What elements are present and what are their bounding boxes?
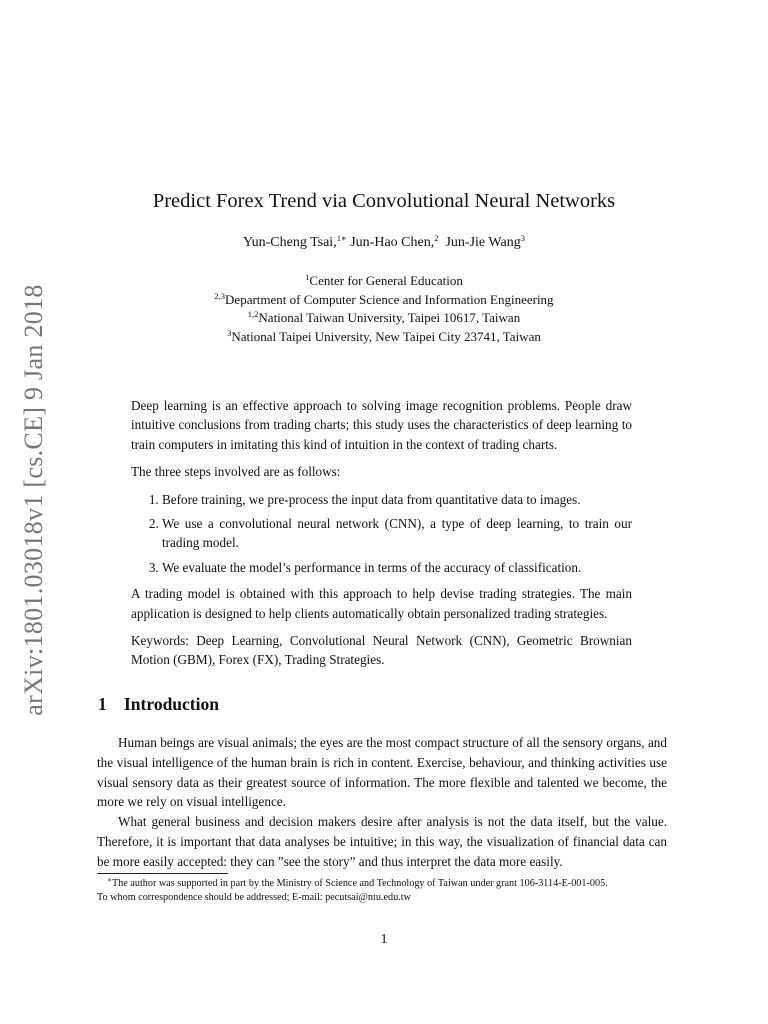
affiliation-text: Center for General Education [309, 273, 463, 288]
abstract-paragraph: The three steps involved are as follows: [131, 464, 341, 480]
author-mark: 2 [434, 233, 439, 243]
step-item: 3. We evaluate the model’s performance in terms of the accuracy of classification. [162, 558, 632, 577]
affiliation-line [0, 291, 768, 310]
author-list [0, 235, 768, 251]
section-number: 1 [98, 694, 107, 714]
affiliations [0, 272, 768, 346]
section-heading [98, 694, 219, 715]
affiliation-mark: 3 [227, 327, 232, 338]
footnote-text: The author was supported in part by the Ministry of Science and Technology of Taiwan under grant 106-3114-E-001-005. [111, 878, 608, 889]
footnote-line [97, 877, 677, 891]
step-item: 1. Before training, we pre-process the input data from quantitative data to images. [162, 490, 632, 509]
author-mark: 3 [520, 233, 525, 243]
body-text [97, 733, 667, 872]
steps-list [131, 490, 632, 578]
abstract-paragraph: A trading model is obtained with this approach to help devise trading strategies. The main application is designed to help clients automatically obtain personalized trading strategies. [131, 586, 632, 621]
author-name: Jun-Hao Chen, [350, 235, 435, 250]
section-title: Introduction [124, 694, 219, 714]
footnote-mark: ∗ [107, 876, 112, 884]
footnote-line: To whom correspondence should be addressed; E-mail: pecutsai@ntu.edu.tw [97, 891, 411, 903]
arxiv-stamp: arXiv:1801.03018v1 [cs.CE] 9 Jan 2018 [19, 284, 48, 716]
paper-title: Predict Forex Trend via Convolutional Neural Networks [152, 190, 616, 212]
affiliation-line [0, 328, 768, 347]
affiliation-line [0, 272, 768, 291]
author-mark: 1∗ [336, 233, 347, 243]
affiliation-mark: 1 [305, 272, 310, 282]
affiliation-text: National Taipei University, New Taipei City 23741, Taiwan [231, 328, 541, 344]
affiliation-text: National Taiwan University, Taipei 10617, Taiwan [258, 310, 521, 325]
affiliation-line [0, 309, 768, 328]
affiliation-mark: 2,3 [214, 290, 226, 301]
abstract-paragraph: Deep learning is an effective approach to solving image recognition problems. People draw intuitive conclusions from trading charts; this study uses the characteristics of deep learning to train computers in imitating this kind of intuition in the context of trading charts. [131, 398, 632, 452]
author-name: Jun-Jie Wang [445, 235, 521, 250]
body-paragraph: Human beings are visual animals; the eyes are the most compact structure of all the sensory organs, and the visual intelligence of the human brain is rich in content. Exercise, behaviour, and thinking activities use visual sensory data as their greatest source of information. The more flexible and talented we become, the more we rely on visual intelligence. [97, 735, 667, 810]
body-paragraph: What general business and decision makers desire after analysis is not the data itself, but the value. Therefore, it is important that data analyses be intuitive; in this way, the visualization of financial data can be more easily accepted: they can ”see the story” and thus interpret the data more easily. [97, 814, 667, 869]
abstract [131, 396, 632, 678]
footnote-rule [97, 873, 228, 874]
author-name: Yun-Cheng Tsai, [243, 235, 337, 250]
affiliation-text: Department of Computer Science and Information Engineering [225, 291, 554, 307]
footnote [97, 877, 677, 904]
affiliation-mark: 1,2 [247, 309, 259, 319]
step-item: 2. We use a convolutional neural network (CNN), a type of deep learning, to train our trading model. [162, 514, 632, 553]
page-number: 1 [380, 932, 388, 947]
keywords: Keywords: Deep Learning, Convolutional Neural Network (CNN), Geometric Brownian Motion (GBM), Forex (FX), Trading Strategies. [131, 633, 632, 668]
